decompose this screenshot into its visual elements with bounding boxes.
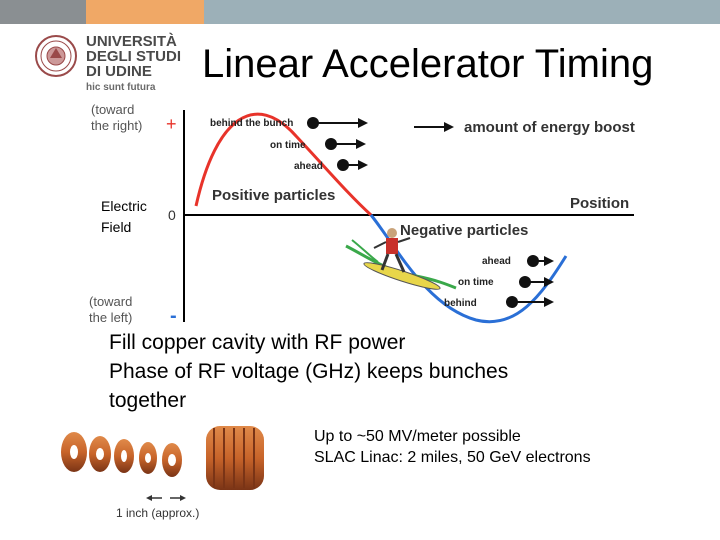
neg-label-on-time: on time	[458, 277, 494, 288]
label-ahead: ahead	[294, 161, 323, 172]
logo-motto: hic sunt futura	[86, 82, 156, 93]
body-line: Phase of RF voltage (GHz) keeps bunches	[109, 360, 509, 383]
y-top-label-2: the right)	[91, 118, 143, 133]
energy-boost-arrow	[414, 122, 454, 132]
label-behind-bunch: behind the bunch	[210, 118, 294, 129]
marker-ahead	[337, 159, 368, 171]
cavity-stack	[206, 426, 264, 490]
neg-marker-behind	[506, 296, 554, 308]
accelerator-notes	[314, 426, 591, 468]
marker-on-time	[325, 138, 366, 150]
note-line: SLAC Linac: 2 miles, 50 GeV electrons	[314, 449, 591, 466]
copper-cavity-image	[56, 420, 276, 524]
neg-label-behind: behind	[444, 298, 477, 309]
header-bar-blue	[204, 0, 720, 24]
y-minus-label: -	[170, 305, 177, 327]
scale-label: 1 inch (approx.)	[116, 506, 200, 520]
note-line: Up to ~50 MV/meter possible	[314, 428, 521, 445]
seal-icon	[34, 34, 78, 78]
position-label: Position	[570, 195, 630, 212]
y-bottom-label-1: (toward	[89, 294, 133, 309]
body-text	[109, 328, 589, 415]
slide-title: Linear Accelerator Timing	[202, 42, 654, 86]
y-top-label-1: (toward	[91, 102, 135, 117]
scale-arrows	[146, 495, 186, 501]
positive-particles-label: Positive particles	[212, 187, 336, 204]
energy-boost-label: amount of energy boost	[464, 119, 635, 136]
y-zero-label: 0	[168, 207, 176, 223]
body-line: Fill copper cavity with RF power	[109, 331, 406, 354]
neg-marker-ahead	[527, 255, 554, 267]
y-plus-label: +	[166, 114, 177, 134]
marker-behind-bunch	[307, 117, 368, 129]
y-bottom-label-2: the left)	[89, 310, 133, 325]
logo-name: UNIVERSITÀ DEGLI STUDI DI UDINE	[86, 33, 182, 80]
y-axis-label-2: Field	[101, 219, 132, 235]
label-on-time: on time	[270, 140, 306, 151]
header-bar-gray	[0, 0, 86, 24]
y-axis-label-1: Electric	[101, 198, 147, 214]
rf-phase-diagram	[86, 96, 656, 328]
body-line: together	[109, 389, 187, 412]
neg-label-ahead: ahead	[482, 256, 511, 267]
header-bar-orange	[86, 0, 204, 24]
negative-particles-label: Negative particles	[400, 222, 529, 239]
university-logo	[34, 32, 194, 93]
cavity-disks	[61, 432, 182, 477]
neg-marker-on-time	[519, 276, 554, 288]
